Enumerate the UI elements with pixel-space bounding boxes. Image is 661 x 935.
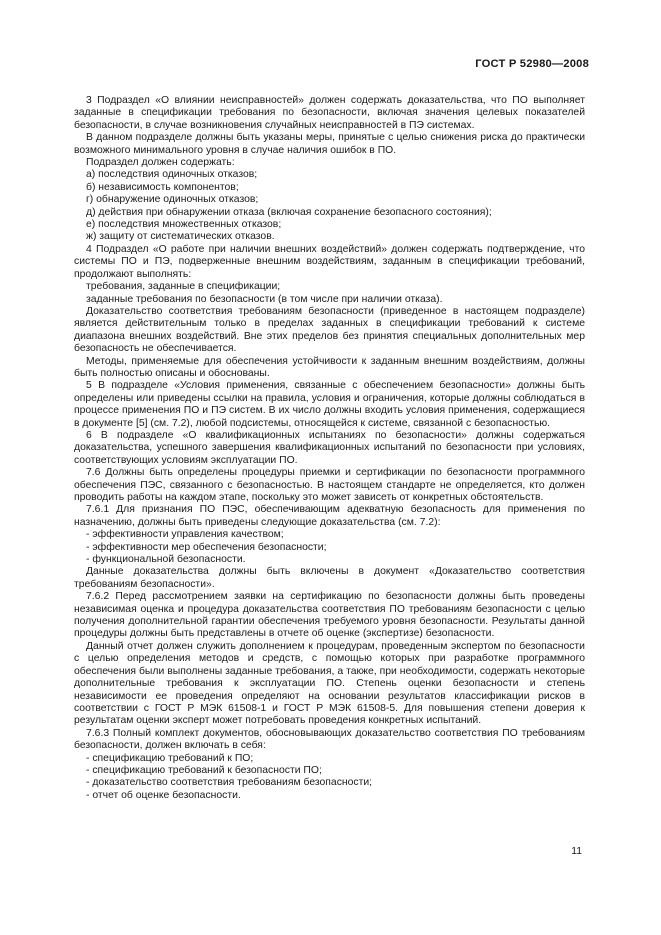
paragraph: Методы, применяемые для обеспечения устойчивости к заданным внешним воздействиям, должны быть полностью описаны и обоснованы. (74, 355, 585, 379)
list-item: требования, заданные в спецификации; (86, 281, 281, 293)
list-item: - функциональной безопасности. (86, 554, 246, 566)
paragraph: 5 В подразделе «Условия применения, связанные с обеспечением безопасности» должны быть определены или приведены ссылки на правила, условия и ограничения, которые должны соблюдаться в процессе применения ПО и ПЭ систем. В их число должны входить условия применения, содержащиеся в документе [5] (см. 7.2), любой подсистемы, относящейся к системе, связанной с безопасностью. (74, 380, 585, 429)
list-item: - отчет об оценке безопасности. (86, 789, 241, 801)
paragraph: 6 В подразделе «О квалификационных испытаниях по безопасности» должны содержаться доказательства, успешного завершения квалификационных испытаний по безопасности при условиях, соответствующих условиям эксплуатации ПО. (74, 429, 585, 466)
list-item: - доказательство соответствия требованиям безопасности; (86, 777, 373, 789)
paragraph: 7.6.1 Для признания ПО ПЭС, обеспечивающим адекватную безопасность для применения по назначению, должны быть приведены следующие доказательства (см. 7.2): (74, 504, 585, 528)
list-item: д) действия при обнаружении отказа (включая сохранение безопасного состояния); (86, 206, 492, 218)
document-standard-id: ГОСТ Р 52980—2008 (475, 58, 589, 70)
list-item: заданные требования по безопасности (в том числе при наличии отказа). (86, 293, 443, 305)
paragraph: Данный отчет должен служить дополнением к процедурам, проведенным экспертом по безопасности с целью определения методов и средств, с помощью которых при разработке программного обеспечения были выполнены заданные требования, а также, при необходимости, содержать некоторые дополнительные требования к эксплуатации ПО. Степень оценки безопасности и степень независимости ее проведения определяют на основании результатов классификации рисков в соответствии с ГОСТ Р МЭК 61508-1 и ГОСТ Р МЭК 61508-5. Для повышения степени доверия к результатам оценки эксперт может потребовать проведения конкретных испытаний. (74, 640, 585, 727)
list-item: е) последствия множественных отказов; (86, 219, 282, 231)
paragraph: 3 Подраздел «О влиянии неисправностей» должен содержать доказательства, что ПО выполняет заданные в спецификации требования по безопасности, включая значения целевых показателей безопасности, в случае возникновения случайных неисправностей в ПЭ системах. (74, 95, 585, 131)
paragraph: Доказательство соответствия требованиям безопасности (приведенное в настоящем подразделе) является действительным только в пределах заданных в спецификации требований к системе диапазона внешних воздействий. Вне этих пределов без принятия специальных дополнительных мер безопасность не обеспечивается. (74, 305, 585, 355)
paragraph: 7.6.3 Полный комплект документов, обосновывающих доказательство соответствия ПО требованиям безопасности, должен включать в себя: (74, 727, 585, 752)
list-item: г) обнаружение одиночных отказов; (86, 194, 259, 206)
paragraph: 7.6.2 Перед рассмотрением заявки на сертификацию по безопасности должны быть проведены независимая оценка и процедура доказательства соответствия ПО требованиям безопасности с целью получения дополнительной гарантии обеспечения требуемого уровня безопасности. Результаты данной процедуры должны быть представлены в отчете об оценке (экспертизе) безопасности. (74, 591, 585, 640)
paragraph: Подраздел должен содержать: (86, 157, 235, 169)
list-item: а) последствия одиночных отказов; (86, 169, 258, 181)
paragraph: 4 Подраздел «О работе при наличии внешних воздействий» должен содержать подтверждение, что системы ПО и ПЭ, подверженные внешним воздействиям, заданным в спецификации требований, продолжают выполнять: (74, 243, 585, 280)
list-item: - эффективности мер обеспечения безопасности; (86, 541, 327, 553)
list-item: ж) защиту от систематических отказов. (86, 231, 275, 243)
list-item: - эффективности управления качеством; (86, 529, 284, 541)
page-number: 11 (571, 846, 582, 857)
paragraph: Данные доказательства должны быть включены в документ «Доказательство соответствия требованиям безопасности». (74, 566, 585, 590)
paragraph: В данном подразделе должны быть указаны меры, принятые с целью снижения риска до практически возможного минимального уровня в случае наличия ошибок в ПО. (74, 132, 585, 156)
document-body (74, 95, 585, 802)
list-item: б) независимость компонентов; (86, 181, 239, 193)
list-item: - спецификацию требований к ПО; (86, 752, 254, 764)
list-item: - спецификацию требований к безопасности ПО; (86, 764, 322, 776)
paragraph: 7.6 Должны быть определены процедуры приемки и сертификации по безопасности программного обеспечения ПЭС, связанного с безопасностью. В настоящем стандарте не определяется, кто должен проводить работы на каждом этапе, поскольку это может зависеть от конкретных обстоятельств. (74, 467, 585, 503)
